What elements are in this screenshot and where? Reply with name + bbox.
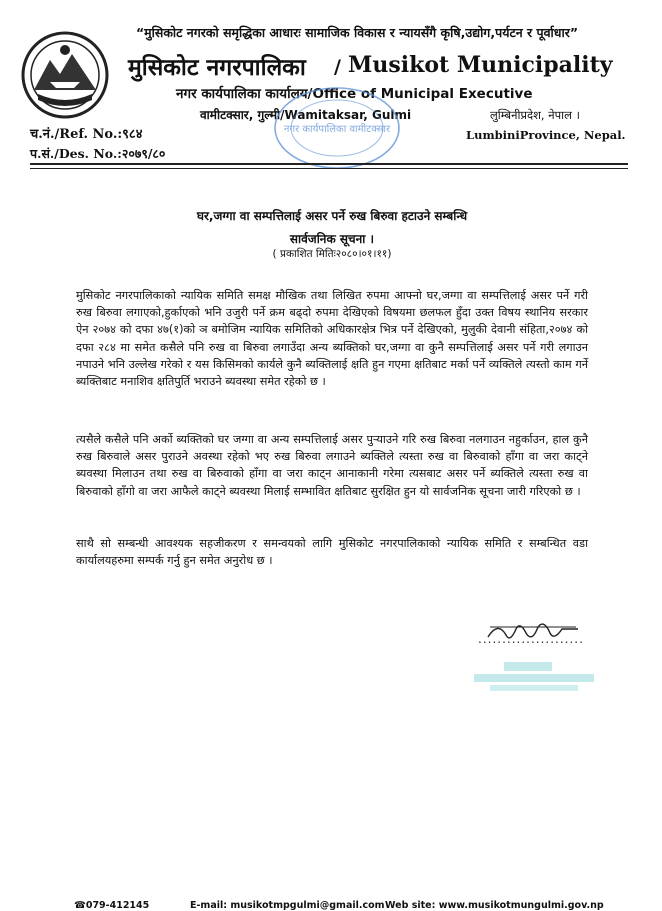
reference-number: च.नं./Ref. No.:९८४ [30,127,143,142]
paragraph-2: त्यसैले कसैले पनि अर्को ब्यक्तिको घर जग्गा वा अन्य सम्पत्तिलाई असर पुर्‍याउने गरि रुख बिरुवा नलगाउन नहुर्काउन, हाल कुनै रुख बिरुवाले असर पुराउने अवस्था रहेको भए रुख बिरुवा लगाउने ब्यक्तिले त्यस्ता रुख वा बिरुवाको हाँगा वा जरा काट्ने ब्यवस्था मिलाउन तथा रुख वा बिरुवाको हाँगा वा जरा काट्न आनाकानी गरेमा त्यसबाट असर पर्ने ब्यक्तिले त्यस्ता रुख वा बिरुवाको हाँगो वा जरा आफैले काट्ने ब्यवस्था मिलाई सम्भावित क्षतिबाट सुरक्षित हुन यो सार्वजनिक सूचना जारी गरिएको छ । [76,433,588,498]
province-english: LumbiniProvince, Nepal. [466,128,626,142]
paragraph-3: साथै सो सम्बन्धी आवश्यक सहजीकरण र समन्वयको लागि मुसिकोट नगरपालिकाको न्यायिक समिति र सम्बन्धित वडा कार्यालयहरुमा सम्पर्क गर्नु हुन समेत अनुरोध छ । [76,537,588,568]
office-address: वामीटक्सार, गुल्मी/Wamitaksar, Gulmi [200,108,412,122]
footer-phone: ☎079-412145 [74,900,150,911]
title-separator: / [334,56,341,78]
publication-date: ( प्रकाशित मितिः२०८०।०१।११) [272,248,392,260]
title-english: Musikot Municipality [348,52,613,78]
svg-text:नगर कार्यपालिका वामीटक्सार: नगर कार्यपालिका वामीटक्सार [283,124,391,135]
header-rule-thin [30,168,628,169]
slogan: “मुसिकोट नगरको समृद्धिका आधारः सामाजिक विकास र न्यायसँगै कृषि,उद्योग,पर्यटन र पूर्वाधार” [135,25,579,40]
office-stamp [270,84,404,172]
signature-stamp [470,660,598,694]
notice-subheading: सार्वजनिक सूचना । [289,232,375,246]
municipality-logo [20,30,110,120]
footer-email[interactable]: E-mail: musikotmpgulmi@gmail.com [190,900,385,911]
signature-line: ...................... [478,632,584,646]
office-name: नगर कार्यपालिका कार्यालय/Office of Municipal Executive [176,86,533,102]
dispatch-number: प.सं./Des. No.:२०७९/८० [30,146,166,161]
paragraph-1: मुसिकोट नगरपालिकाको न्यायिक समिति समक्ष मौखिक तथा लिखित रुपमा आफ्नो घर,जग्गा वा सम्पत्तिलाई असर पर्ने गरी रुख बिरुवा लगाएको,हुर्काएको भनि उजुरी पर्ने क्रम बढ्दो रुपमा देखिएको विषयमा छलफल हुँदा उक्त विषय स्थानिय सरकार ऐन २०७४ को दफा ४७(१)को ञ बमोजिम न्यायिक समितिको अधिकारक्षेत्र भित्र पर्ने देखिएको, मुलुकी देवानी संहिता,२०७४ को दफा २८४ मा समेत कसैले पनि रुख वा बिरुवा लगाउँदा अन्य ब्यक्तिको घर,जग्गा वा कुनै सम्पत्तिलाई असर पर्ने गरी लगाउन नपाउने भनि उल्लेख गरेको र यस किसिमको कार्यले कुनै ब्यक्तिलाई क्षति हुन गएमा क्षतिबाट मर्का पर्ने व्यक्तिले त्यस्तो काम गर्ने ब्यक्तिबाट मनाशिव क्षतिपुर्ति भराउने ब्यवस्था समेत रहेको छ । [76,289,588,389]
notice-heading: घर,जग्गा वा सम्पत्तिलाई असर पर्ने रुख बिरुवा हटाउने सम्बन्धि [196,209,468,223]
header-rule [30,163,628,165]
footer-website[interactable]: Web site: www.musikotmungulmi.gov.np [385,900,604,911]
province-nepali: लुम्बिनीप्रदेश, नेपाल । [490,108,580,122]
title-nepali: मुसिकोट नगरपालिका [128,55,306,81]
